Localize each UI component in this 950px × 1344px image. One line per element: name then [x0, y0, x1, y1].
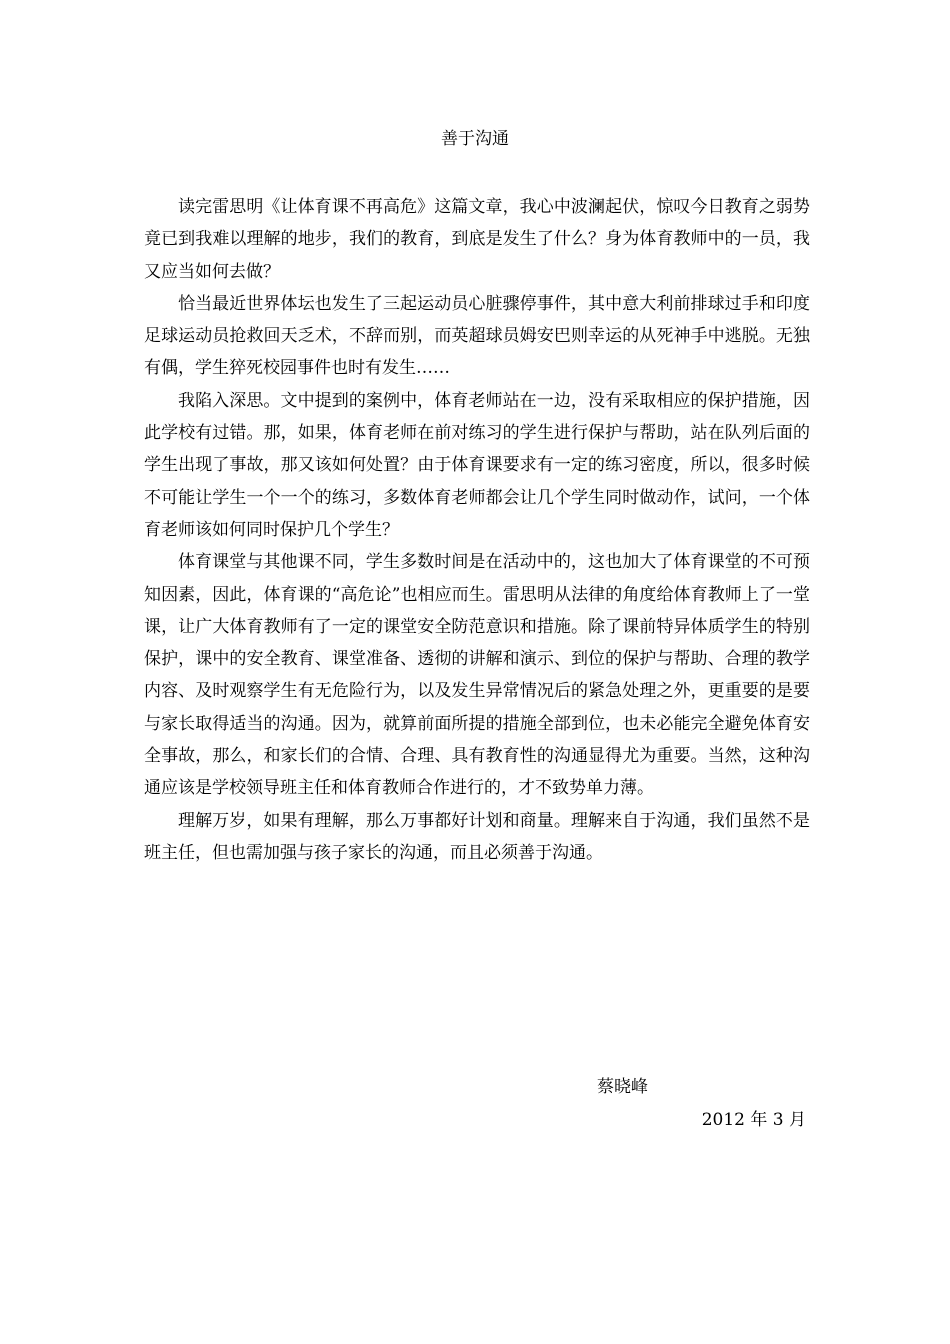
- paragraph: 读完雷思明《让体育课不再高危》这篇文章，我心中波澜起伏，惊叹今日教育之弱势竟已到我难以理解的地步，我们的教育，到底是发生了什么？身为体育教师中的一员，我又应当如何去做？: [144, 197, 810, 282]
- document-date: 2012 年 3 月: [701, 1110, 806, 1130]
- paragraph: 我陷入深思。文中提到的案例中，体育老师站在一边，没有采取相应的保护措施，因此学校有过错。那，如果，体育老师在前对练习的学生进行保护与帮助，站在队列后面的学生出现了事故，那又该如何处置？由于体育课要求有一定的练习密度，所以，很多时候不可能让学生一个一个的练习，多数体育老师都会让几个学生同时做动作，试问，一个体育老师该如何同时保护几个学生？: [144, 390, 810, 540]
- author-signature: 蔡晓峰: [597, 1077, 648, 1097]
- document-title: 善于沟通: [441, 129, 509, 149]
- document-body: [144, 191, 810, 869]
- paragraph: 体育课堂与其他课不同，学生多数时间是在活动中的，这也加大了体育课堂的不可预知因素，因此，体育课的“高危论”也相应而生。雷思明从法律的角度给体育教师上了一堂课，让广大体育教师有了一定的课堂安全防范意识和措施。除了课前特异体质学生的特别保护，课中的安全教育、课堂准备、透彻的讲解和演示、到位的保护与帮助、合理的教学内容、及时观察学生有无危险行为，以及发生异常情况后的紧急处理之外，更重要的是要与家长取得适当的沟通。因为，就算前面所提的措施全部到位，也未必能完全避免体育安全事故，那么，和家长们的合情、合理、具有教育性的沟通显得尤为重要。当然，这种沟通应该是学校领导班主任和体育教师合作进行的，才不致势单力薄。: [144, 552, 810, 799]
- paragraph: 理解万岁，如果有理解，那么万事都好计划和商量。理解来自于沟通，我们虽然不是班主任，但也需加强与孩子家长的沟通，而且必须善于沟通。: [144, 810, 810, 863]
- paragraph: 恰当最近世界体坛也发生了三起运动员心脏骤停事件，其中意大利前排球过手和印度足球运动员抢救回天乏术，不辞而别，而英超球员姆安巴则幸运的从死神手中逃脱。无独有偶，学生猝死校园事件也时有发生……: [144, 293, 810, 379]
